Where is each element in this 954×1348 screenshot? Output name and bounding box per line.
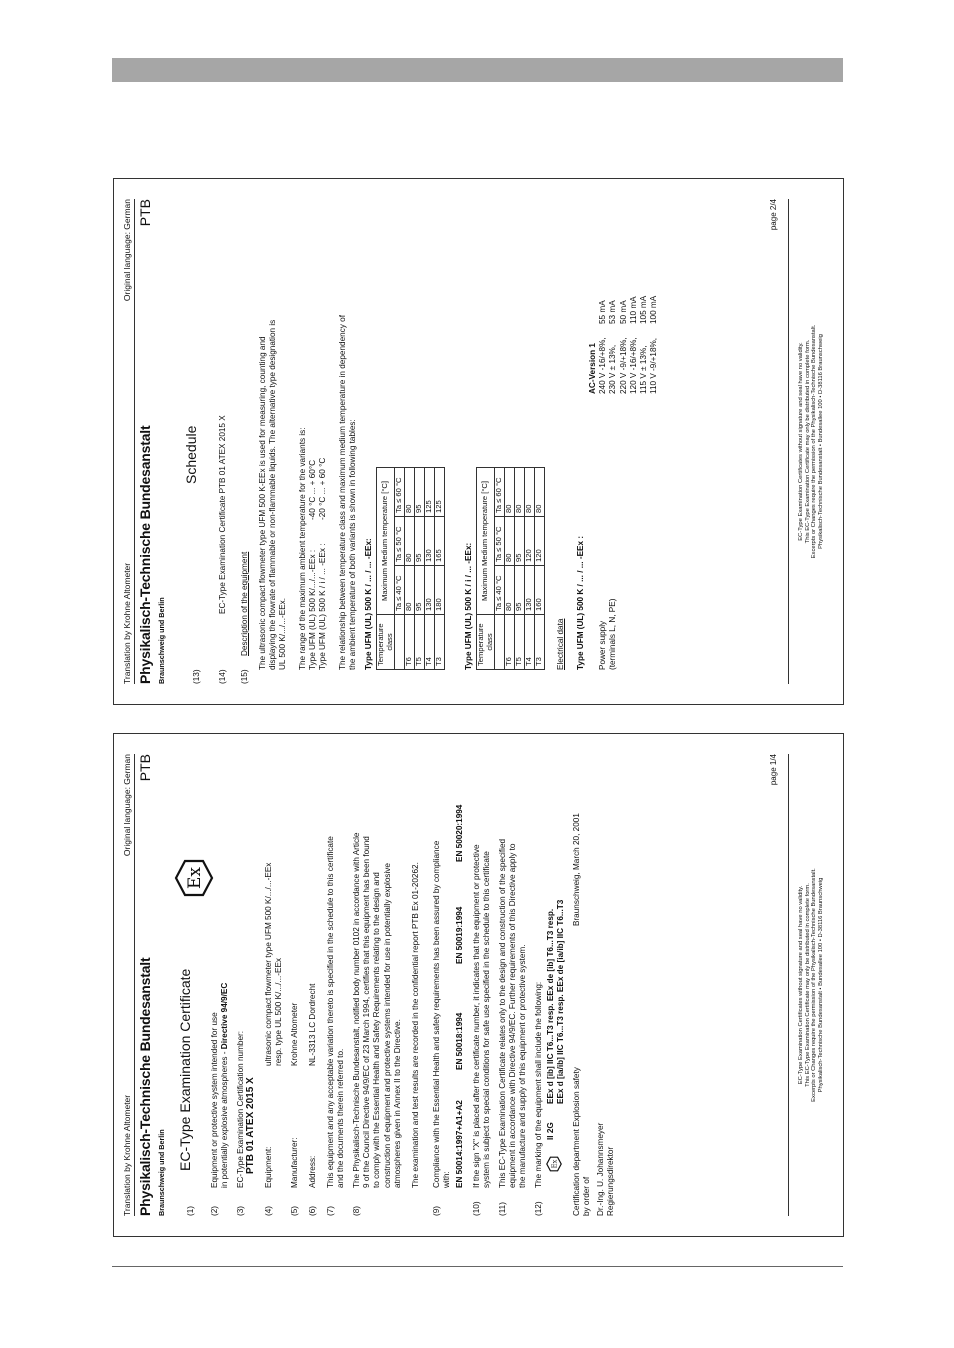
- certificate-footer: EC-Type Examination Certificates without signature and seal have no validity. This EC-Type Examination Certificate may only be distributed in complete form. Excerpts or Changes require the permission of the Physikalisch-Technische Bundesanstalt. Physikalisch-Technische Bundesanstalt • Bundesallee 100 • D-38116 Braunschweig: [797, 324, 825, 559]
- table-header: Temperature class: [377, 615, 395, 670]
- table-row: T5 95 95 95: [415, 468, 425, 670]
- item-2: Equipment or protective system intended for use in potentially explosive atmospheres - Directive 94/9/EC: [210, 982, 230, 1188]
- item-14-text: EC-Type Examination Certificate PTB 01 ATEX 2015 X: [218, 415, 227, 614]
- table-row: T4 130 130 125: [425, 468, 435, 670]
- institute-city: Braunschweig und Berlin: [157, 597, 166, 684]
- manufacturer-value: Krohne Altometer: [290, 1002, 299, 1066]
- item-number: (14): [218, 669, 227, 684]
- electrical-data-heading: Electrical data: [556, 618, 565, 670]
- item-7: This equipment and any acceptable variation thereto is specified in the schedule to this certificate and the documents therein referred to.: [326, 836, 346, 1188]
- svg-text:Ex: Ex: [185, 867, 205, 889]
- description-heading: Description of the equipment: [240, 551, 249, 656]
- table-2-title: Type UFM (UL) 500 K / i / ... -EEx:: [464, 542, 473, 670]
- column-header: Ta ≤ 60 °C: [495, 468, 505, 517]
- equipment-label: Equipment:: [264, 1146, 273, 1188]
- page-number: page 2/4: [768, 199, 778, 231]
- relationship-text: The relationship between temperature class and maximum medium temperature in dependency of the ambient temperature of both variants is shown in following tables:: [338, 315, 358, 670]
- equipment-value: ultrasonic compact flowmeter type UFM 500 K/.../...-EEx resp. type UL 500 K/.../...-EEx: [264, 862, 284, 1066]
- column-header: Ta ≤ 50 °C: [395, 517, 405, 566]
- item-number: (12): [534, 1201, 543, 1216]
- page-header: [122, 199, 135, 684]
- translation-note: Translation by Krohne Altometer: [122, 1094, 132, 1216]
- page-2-content: [114, 179, 843, 704]
- item-number: (8): [352, 1205, 361, 1216]
- item-number: (2): [210, 1205, 219, 1216]
- column-header: Ta ≤ 40 °C: [395, 566, 405, 615]
- table-row: T4 130 120 80: [525, 468, 535, 670]
- item-number: (1): [186, 1205, 195, 1216]
- table-header: Temperature class: [477, 615, 495, 670]
- manufacturer-label: Manufacturer:: [290, 1137, 299, 1188]
- translation-note: Translation by Krohne Altometer: [122, 562, 132, 684]
- ptb-abbr: PTB: [137, 754, 153, 782]
- ac-version: AC-Version 1 240 V -16/+8%,55 mA 230 V ± 13%,53 mA 220 V -9/+18%,50 mA 120 V -16/+8%,110 mA 115 V ± 13%,105 mA 110 V -9/+18%,100 mA: [588, 295, 659, 394]
- original-language: Original language: German: [122, 199, 132, 302]
- column-header: Ta ≤ 50 °C: [495, 517, 505, 566]
- item-number: (15): [240, 669, 249, 684]
- column-header: Ta ≤ 60 °C: [395, 468, 405, 517]
- item-8: The Physikalisch-Technische Bundesanstalt, notified body number 0102 in accordance with Article 9 of the Council Directive 94/9/EC of 23 March 1994, certifies that this equipment has been found to comply with the Essential Health and Safety Requirements relating to the design and construction of equipment and protective systems intended for use in potentially explosive atmospheres given in Annex II to the Directive. The examination and test results are recorded in the confidential report PTB Ex 01-20262.: [352, 832, 421, 1188]
- item-number: (3): [236, 1205, 245, 1216]
- institute-name: Physikalisch-Technische Bundesanstalt: [137, 425, 153, 684]
- column-header: Ta ≤ 40 °C: [495, 566, 505, 615]
- certificate-page-2: [113, 178, 844, 705]
- address-label: Address:: [308, 1155, 317, 1188]
- table-row: T3 180 165 125: [435, 468, 445, 670]
- item-9: Compliance with the Essential Health and safety requirements has been assured by compliance with: EN 50014:1997+A1+A2EN 50018:1994EN 50019:1994EN 50020:1994: [432, 804, 465, 1188]
- original-language: Original language: German: [122, 754, 132, 857]
- svg-text:Ex: Ex: [550, 1159, 559, 1169]
- table-row: T5 95 95 80: [515, 468, 525, 670]
- table-row: T3 160 120 80: [535, 468, 545, 670]
- schedule-title: Schedule: [183, 425, 199, 484]
- bottom-rule: [112, 1266, 843, 1267]
- equipment-category: II 2G: [546, 1122, 555, 1140]
- item-number: (10): [472, 1201, 481, 1216]
- table-row: T6 80 80 80: [405, 468, 415, 670]
- ptb-abbr: PTB: [137, 199, 153, 227]
- item-number: (7): [326, 1205, 335, 1216]
- table-header: Maximum Medium temperature [°C]: [377, 468, 395, 615]
- temperature-table-2: [476, 467, 545, 670]
- item-11: This EC-Type Examination Certificate relates only to the design and construction of the specified equipment in accordance with Directive 94/9/EC. Further requirements of this Directive apply to the manufacture and supply of this equipment or protective system.: [498, 838, 528, 1188]
- institute-name: Physikalisch-Technische Bundesanstalt: [137, 957, 153, 1216]
- description-paragraph: The ultrasonic compact flowmeter type UFM 500 K-EEx is used for measuring, counting and displaying the flowrate of flammable or non-flammable liquids. The alternative type designation is UL 500 K/.../...-EEx.: [258, 319, 288, 670]
- ex-mark-icon: [546, 1156, 562, 1172]
- power-supply-label: Power supply (terminals L, N, PE): [598, 598, 618, 670]
- signature-block: Certification department Explosion safetyBraunschweig, March 20, 2001 by order of: [572, 813, 592, 1216]
- power-supply-type: Type UFM (UL) 500 K / ... / ... -EEx :: [576, 535, 585, 670]
- temperature-table-1: [376, 467, 445, 670]
- item-number: (11): [498, 1202, 507, 1216]
- item-3: EC-Type Examination Certification number: PTB 01 ATEX 2015 X: [236, 754, 256, 1188]
- certificate-title: EC-Type Examination Certificate: [177, 968, 193, 1171]
- item-12: The marking of the equipment shall include the following:: [534, 981, 543, 1188]
- table-1-title: Type UFM (UL) 500 K / ... / ... -EEx:: [364, 538, 373, 670]
- address-value: NL-3313 LC Dordrecht: [308, 983, 317, 1066]
- table-row: T6 80 80 80: [505, 468, 515, 670]
- table-header: Maximum Medium temperature [°C]: [477, 468, 495, 615]
- certificate-footer: EC-Type Examination Certificates without signature and seal have no validity. This EC-Type Examination Certificate may only be distributed in complete form. Excerpts or Changes require the permission of the Physikalisch-Technische Bundesanstalt. Physikalisch-Technische Bundesanstalt • Bundesallee 100 • D-38116 Braunschweig: [797, 868, 825, 1102]
- page-1-content: [114, 734, 843, 1236]
- item-number: (13): [192, 669, 201, 684]
- marking: EEx d [ib] IIC T6...T3 resp. EEx de [ib] T6...T3 resp. EEx d [ia/ib] IIC T6...T3 resp. EEx de [ia/ib] IIC T6...T3: [546, 899, 566, 1104]
- top-bar: [112, 58, 843, 82]
- item-10: If the sign "X" is placed after the certificate number, it indicates that the equipment or protective system is subject to special conditions for safe use specified in the schedule to this certificate: [472, 844, 492, 1188]
- item-number: (9): [432, 1205, 441, 1216]
- institute-city: Braunschweig und Berlin: [157, 1129, 166, 1216]
- ambient-range: The range of the maximum ambient temperature for the variants is: Type UFM (UL) 500 K/.../...-EEx :-40 °C ... + 60°C Type UFM (UL) 500 K / i / ... -EEx :-20 °C ... + 60 °C: [298, 427, 328, 670]
- page-number: page 1/4: [768, 754, 778, 786]
- item-number: (5): [290, 1205, 299, 1216]
- item-number: (6): [308, 1205, 317, 1216]
- certificate-page-1: [113, 733, 844, 1237]
- item-number: (4): [264, 1205, 273, 1216]
- page-header: [122, 754, 135, 1216]
- signer: Dr.-Ing. U. Johannsmeyer Regierungsdirektor: [596, 1122, 616, 1216]
- certificate-number: PTB 01 ATEX 2015 X: [245, 1077, 257, 1174]
